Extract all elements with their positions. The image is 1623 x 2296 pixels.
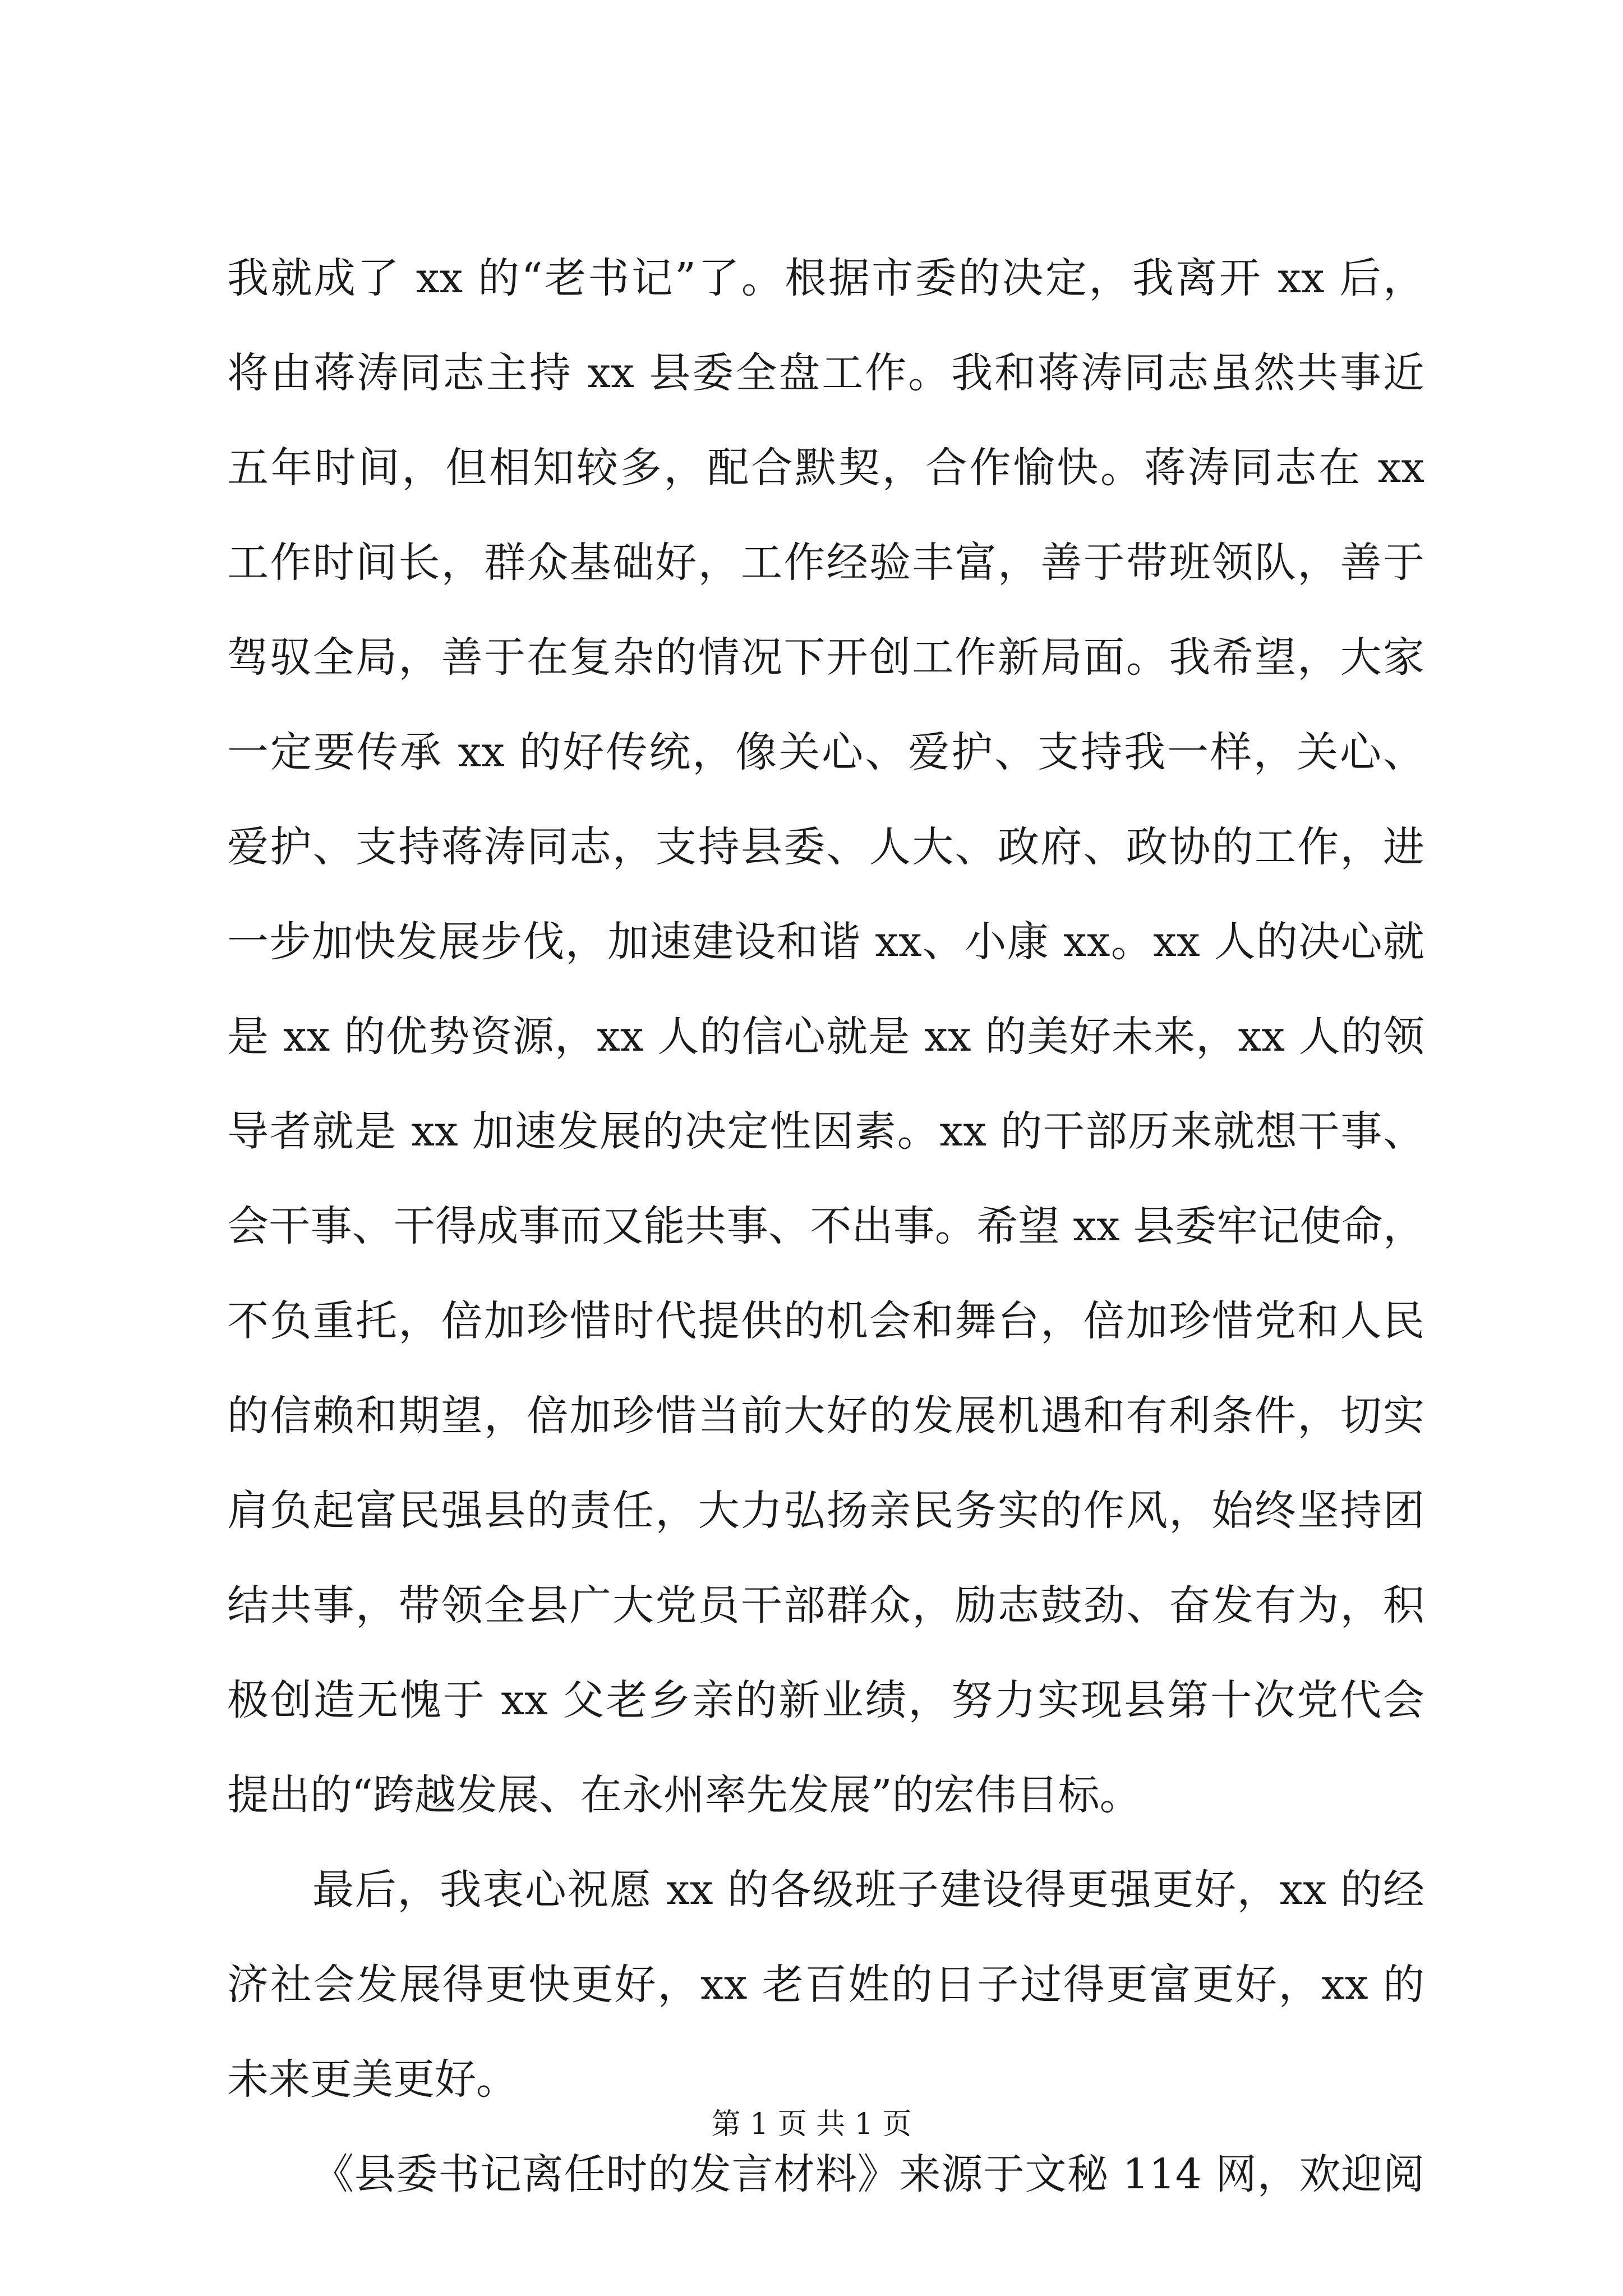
text-line: 肩负起富民强县的责任，大力弘扬亲民务实的作风，始终坚持团 <box>227 1487 1424 1535</box>
text-line: 结共事，带领全县广大党员干部群众，励志鼓劲、奋发有为，积 <box>227 1581 1424 1630</box>
text-line: 会干事、干得成事而又能共事、不出事。希望 xx 县委牢记使命， <box>227 1202 1424 1250</box>
text-line: 的信赖和期望，倍加珍惜当前大好的发展机遇和有利条件，切实 <box>227 1392 1424 1440</box>
text-line: 导者就是 xx 加速发展的决定性因素。xx 的干部历来就想干事、 <box>227 1107 1424 1156</box>
text-line: 一步加快发展步伐，加速建设和谐 xx、小康 xx。xx 人的决心就 <box>227 918 1424 966</box>
text-line: 一定要传承 xx 的好传统，像关心、爱护、支持我一样，关心、 <box>227 728 1424 776</box>
text-line: 爱护、支持蒋涛同志，支持县委、人大、政府、政协的工作，进 <box>227 823 1424 871</box>
text-line: 提出的“跨越发展、在永州率先发展”的宏伟目标。 <box>227 1771 1141 1819</box>
text-line: 极创造无愧于 xx 父老乡亲的新业绩，努力实现县第十次党代会 <box>227 1676 1424 1724</box>
text-line: 我就成了 xx 的“老书记”了。根据市委的决定，我离开 xx 后， <box>227 254 1424 302</box>
text-line: 《县委书记离任时的发言材料》来源于文秘 114 网，欢迎阅 <box>312 2150 1424 2198</box>
text-line: 未来更美更好。 <box>227 2055 518 2104</box>
page-footer: 第 1 页 共 1 页 <box>711 2108 912 2141</box>
document-body <box>227 231 1424 2222</box>
text-line: 最后，我衷心祝愿 xx 的各级班子建设得更强更好，xx 的经 <box>312 1866 1424 1914</box>
text-line: 不负重托，倍加珍惜时代提供的机会和舞台，倍加珍惜党和人民 <box>227 1297 1424 1345</box>
text-line: 是 xx 的优势资源，xx 人的信心就是 xx 的美好未来，xx 人的领 <box>227 1013 1424 1061</box>
text-line: 将由蒋涛同志主持 xx 县委全盘工作。我和蒋涛同志虽然共事近 <box>227 349 1424 397</box>
text-line: 济社会发展得更快更好，xx 老百姓的日子过得更富更好，xx 的 <box>227 1961 1424 2009</box>
text-line: 驾驭全局，善于在复杂的情况下开创工作新局面。我希望，大家 <box>227 633 1424 682</box>
text-line: 五年时间，但相知较多，配合默契，合作愉快。蒋涛同志在 xx <box>227 444 1424 492</box>
text-line: 工作时间长，群众基础好，工作经验丰富，善于带班领队，善于 <box>227 539 1424 587</box>
